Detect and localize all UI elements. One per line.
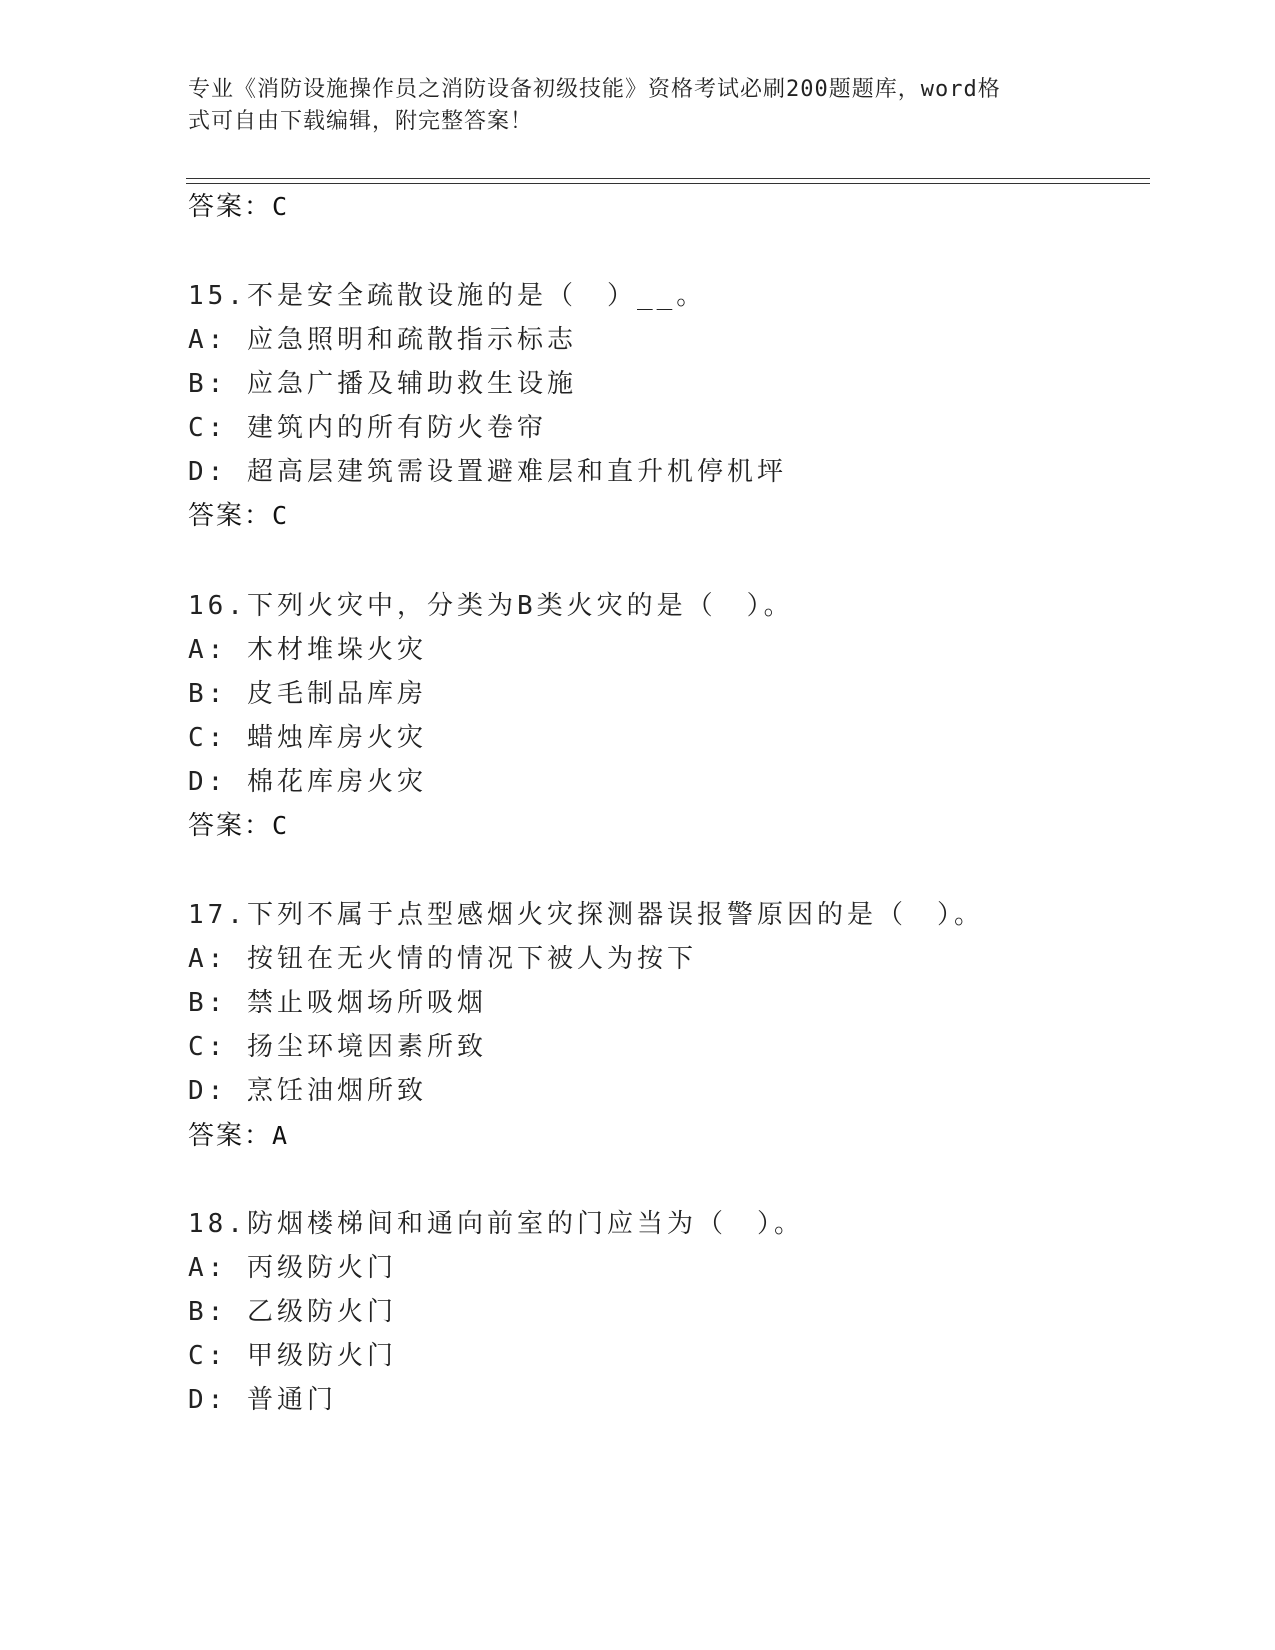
answer-value: C <box>272 192 288 221</box>
question-stem: 15.不是安全疏散设施的是（ ）__。 <box>188 281 707 311</box>
question-stem: 16.下列火灾中，分类为B类火灾的是（ ）。 <box>188 591 794 621</box>
header-line-2: 式可自由下载编辑，附完整答案！ <box>188 109 534 134</box>
answer-line <box>188 500 287 532</box>
option-b: B: 应急广播及辅助救生设施 <box>188 369 577 399</box>
document-header <box>188 74 1068 138</box>
option-d: D: 超高层建筑需设置避难层和直升机停机坪 <box>188 457 787 487</box>
option-d: D: 棉花库房火灾 <box>188 767 427 797</box>
option-c: C: 扬尘环境因素所致 <box>188 1032 487 1062</box>
answer-line <box>188 810 287 842</box>
header-divider-bottom <box>186 183 1150 184</box>
question-stem: 17.下列不属于点型感烟火灾探测器误报警原因的是（ ）。 <box>188 900 984 930</box>
option-c: C: 蜡烛库房火灾 <box>188 723 427 753</box>
answer-value: A <box>272 1121 288 1150</box>
option-a: A: 应急照明和疏散指示标志 <box>188 325 577 355</box>
option-d: D: 普通门 <box>188 1385 337 1415</box>
answer-value: C <box>272 501 288 530</box>
answer-value: C <box>272 811 288 840</box>
header-divider-top <box>186 178 1150 179</box>
answer-label: 答案： <box>188 1121 273 1151</box>
answer-label: 答案： <box>188 192 273 222</box>
answer-line <box>188 1120 287 1152</box>
option-a: A: 木材堆垛火灾 <box>188 635 427 665</box>
option-d: D: 烹饪油烟所致 <box>188 1076 427 1106</box>
option-c: C: 甲级防火门 <box>188 1341 397 1371</box>
option-a: A: 丙级防火门 <box>188 1253 397 1283</box>
option-a: A: 按钮在无火情的情况下被人为按下 <box>188 944 697 974</box>
option-b: B: 乙级防火门 <box>188 1297 397 1327</box>
option-c: C: 建筑内的所有防火卷帘 <box>188 413 547 443</box>
header-line-1: 专业《消防设施操作员之消防设备初级技能》资格考试必刷200题题库，word格 <box>188 77 1001 102</box>
option-b: B: 皮毛制品库房 <box>188 679 427 709</box>
option-b: B: 禁止吸烟场所吸烟 <box>188 988 487 1018</box>
answer-line <box>188 191 287 223</box>
answer-label: 答案： <box>188 811 273 841</box>
question-stem: 18.防烟楼梯间和通向前室的门应当为（ ）。 <box>188 1209 804 1239</box>
answer-label: 答案： <box>188 501 273 531</box>
